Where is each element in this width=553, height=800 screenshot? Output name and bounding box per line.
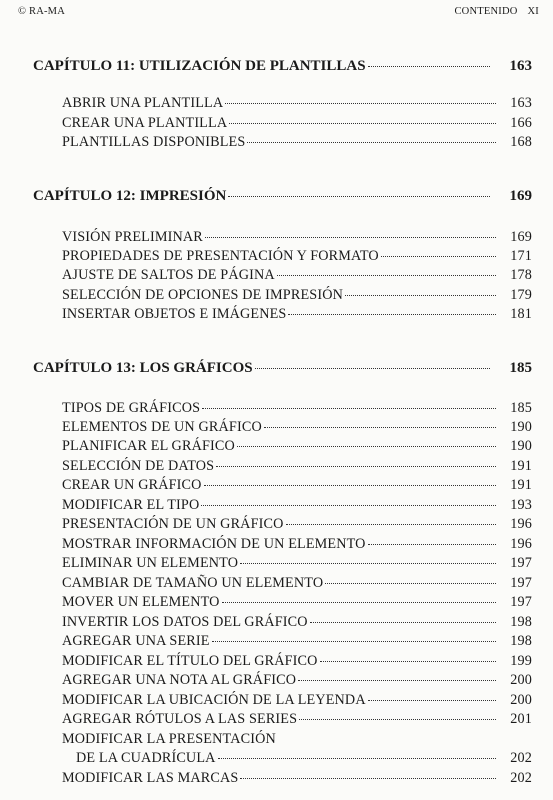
dot-leader bbox=[202, 408, 496, 409]
dot-leader bbox=[310, 622, 496, 623]
entry-page: 201 bbox=[510, 711, 532, 727]
entry-title: MODIFICAR LA PRESENTACIÓN bbox=[62, 731, 276, 747]
entry-page: 200 bbox=[510, 672, 532, 688]
toc-entry bbox=[62, 287, 532, 304]
chapter-page: 163 bbox=[509, 58, 532, 74]
entry-title: MOVER UN ELEMENTO bbox=[62, 594, 220, 610]
entry-title: ELIMINAR UN ELEMENTO bbox=[62, 555, 239, 571]
entry-title: CREAR UNA PLANTILLA bbox=[62, 115, 228, 131]
entry-title: ELEMENTOS DE UN GRÁFICO bbox=[62, 419, 262, 435]
entry-page: 197 bbox=[510, 555, 532, 571]
dot-leader bbox=[240, 778, 496, 779]
dot-leader bbox=[218, 758, 496, 759]
entry-title: AGREGAR RÓTULOS A LAS SERIES bbox=[62, 711, 298, 727]
page-number: XI bbox=[527, 6, 539, 17]
toc-entry bbox=[62, 134, 532, 151]
toc-entry bbox=[62, 770, 532, 787]
toc-entry bbox=[62, 438, 532, 455]
toc-entry bbox=[62, 653, 532, 670]
toc-entry bbox=[62, 536, 532, 553]
dot-leader bbox=[368, 700, 496, 701]
entry-page: 179 bbox=[510, 287, 532, 303]
chapter-page: 185 bbox=[509, 360, 532, 376]
dot-leader bbox=[225, 103, 496, 104]
toc-entry bbox=[62, 575, 532, 592]
entry-page: 185 bbox=[510, 400, 532, 416]
entry-title: AGREGAR UNA NOTA AL GRÁFICO bbox=[62, 672, 297, 688]
toc-entry bbox=[62, 711, 532, 728]
entry-page: 196 bbox=[510, 536, 532, 552]
toc-entry bbox=[62, 306, 532, 323]
entry-title: MODIFICAR EL TÍTULO DEL GRÁFICO bbox=[62, 653, 318, 669]
toc-entry bbox=[62, 95, 532, 112]
entry-title: PLANTILLAS DISPONIBLES bbox=[62, 134, 246, 150]
dot-leader bbox=[299, 719, 496, 720]
header-right bbox=[454, 6, 539, 17]
dot-leader bbox=[368, 66, 490, 67]
toc-entry bbox=[62, 115, 532, 132]
entry-title: CAMBIAR DE TAMAÑO UN ELEMENTO bbox=[62, 575, 324, 591]
entry-title: VISIÓN PRELIMINAR bbox=[62, 229, 203, 245]
entry-title: AJUSTE DE SALTOS DE PÁGINA bbox=[62, 267, 275, 283]
dot-leader bbox=[212, 641, 496, 642]
toc-entry bbox=[62, 692, 532, 709]
running-header bbox=[18, 6, 539, 17]
dot-leader bbox=[229, 123, 496, 124]
entry-title: TIPOS DE GRÁFICOS bbox=[62, 400, 201, 416]
entry-title: PRESENTACIÓN DE UN GRÁFICO bbox=[62, 516, 284, 532]
entry-page: 168 bbox=[510, 134, 532, 150]
toc-entry bbox=[62, 497, 532, 514]
entry-title: MODIFICAR EL TIPO bbox=[62, 497, 200, 513]
dot-leader bbox=[204, 485, 496, 486]
toc-entry bbox=[62, 555, 532, 572]
entry-title: PROPIEDADES DE PRESENTACIÓN Y FORMATO bbox=[62, 248, 379, 264]
dot-leader bbox=[228, 196, 490, 197]
dot-leader bbox=[298, 680, 496, 681]
chapter-page: 169 bbox=[509, 188, 532, 204]
dot-leader bbox=[240, 563, 496, 564]
toc-entry bbox=[62, 229, 532, 246]
entry-page: 198 bbox=[510, 614, 532, 630]
entry-page: 197 bbox=[510, 575, 532, 591]
dot-leader bbox=[216, 466, 496, 467]
entry-title: INSERTAR OBJETOS E IMÁGENES bbox=[62, 306, 287, 322]
entry-page: 190 bbox=[510, 419, 532, 435]
chapter-title: CAPÍTULO 13: LOS GRÁFICOS bbox=[33, 360, 253, 376]
toc-entry bbox=[62, 419, 532, 436]
entry-page: 171 bbox=[510, 248, 532, 264]
entry-title: CREAR UN GRÁFICO bbox=[62, 477, 202, 493]
entry-title: AGREGAR UNA SERIE bbox=[62, 633, 210, 649]
dot-leader bbox=[237, 446, 496, 447]
toc-entry bbox=[62, 267, 532, 284]
entry-page: 199 bbox=[510, 653, 532, 669]
entry-page: 181 bbox=[510, 306, 532, 322]
entry-title: INVERTIR LOS DATOS DEL GRÁFICO bbox=[62, 614, 308, 630]
chapter-11 bbox=[33, 58, 532, 75]
entry-page: 200 bbox=[510, 692, 532, 708]
entry-page: 178 bbox=[510, 267, 532, 283]
entry-title: MODIFICAR LA UBICACIÓN DE LA LEYENDA bbox=[62, 692, 366, 708]
dot-leader bbox=[264, 427, 496, 428]
toc-entry-continuation bbox=[76, 750, 532, 767]
dot-leader bbox=[255, 368, 490, 369]
toc-entry-first-line bbox=[62, 731, 532, 748]
entry-title: PLANIFICAR EL GRÁFICO bbox=[62, 438, 235, 454]
dot-leader bbox=[247, 142, 496, 143]
entry-title-continuation: DE LA CUADRÍCULA bbox=[76, 750, 216, 766]
publisher-mark: © RA-MA bbox=[18, 6, 66, 17]
toc-entry bbox=[62, 594, 532, 611]
entry-page: 202 bbox=[510, 770, 532, 786]
toc-entry bbox=[62, 477, 532, 494]
dot-leader bbox=[201, 505, 496, 506]
dot-leader bbox=[325, 583, 496, 584]
entry-page: 191 bbox=[510, 477, 532, 493]
entry-title: MODIFICAR LAS MARCAS bbox=[62, 770, 239, 786]
toc-entry bbox=[62, 672, 532, 689]
dot-leader bbox=[320, 661, 496, 662]
toc-entry bbox=[62, 248, 532, 265]
dot-leader bbox=[205, 237, 496, 238]
dot-leader bbox=[286, 524, 497, 525]
entry-page: 169 bbox=[510, 229, 532, 245]
entry-page: 197 bbox=[510, 594, 532, 610]
chapter-title: CAPÍTULO 12: IMPRESIÓN bbox=[33, 188, 227, 204]
entry-page: 198 bbox=[510, 633, 532, 649]
entry-title: SELECCIÓN DE DATOS bbox=[62, 458, 215, 474]
section-title: CONTENIDO bbox=[454, 6, 518, 17]
dot-leader bbox=[381, 256, 496, 257]
entry-page: 166 bbox=[510, 115, 532, 131]
chapter-title: CAPÍTULO 11: UTILIZACIÓN DE PLANTILLAS bbox=[33, 58, 366, 74]
toc-entry bbox=[62, 633, 532, 650]
entry-page: 202 bbox=[510, 750, 532, 766]
entry-page: 193 bbox=[510, 497, 532, 513]
toc-entry bbox=[62, 458, 532, 475]
toc-entry bbox=[62, 516, 532, 533]
chapter-13 bbox=[33, 360, 532, 377]
entry-page: 163 bbox=[510, 95, 532, 111]
entry-title: ABRIR UNA PLANTILLA bbox=[62, 95, 224, 111]
entry-page: 190 bbox=[510, 438, 532, 454]
chapter-12 bbox=[33, 188, 532, 205]
dot-leader bbox=[345, 295, 496, 296]
entry-page: 196 bbox=[510, 516, 532, 532]
dot-leader bbox=[288, 314, 496, 315]
toc-entry bbox=[62, 614, 532, 631]
toc-entry bbox=[62, 400, 532, 417]
dot-leader bbox=[222, 602, 496, 603]
dot-leader bbox=[277, 275, 496, 276]
entry-page: 191 bbox=[510, 458, 532, 474]
entry-title: MOSTRAR INFORMACIÓN DE UN ELEMENTO bbox=[62, 536, 366, 552]
dot-leader bbox=[368, 544, 496, 545]
entry-title: SELECCIÓN DE OPCIONES DE IMPRESIÓN bbox=[62, 287, 343, 303]
